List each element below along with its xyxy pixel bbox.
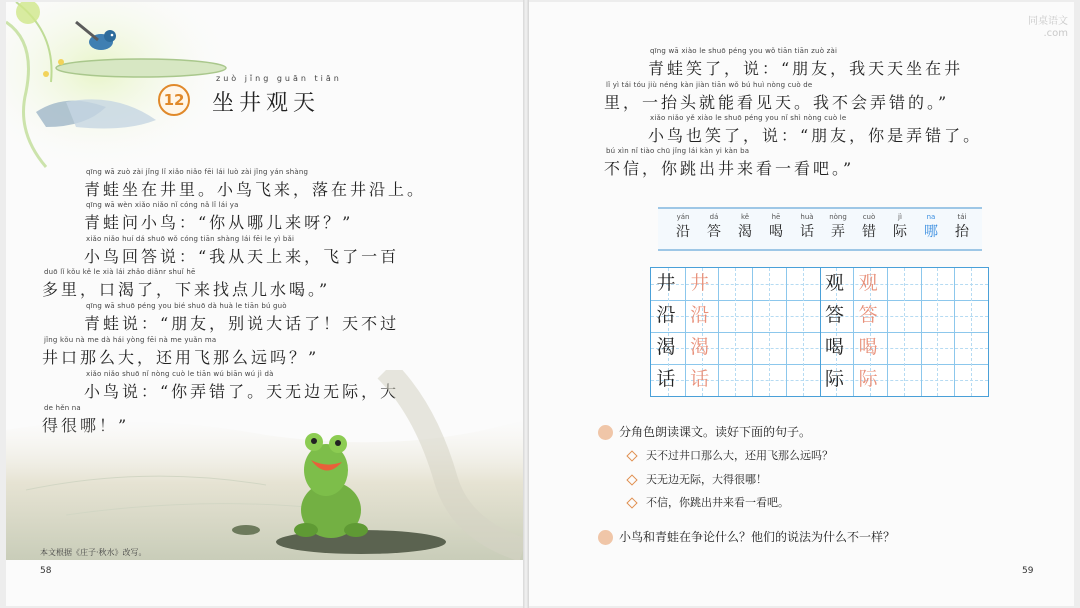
left-line-7-text: 小鸟说：“你弄错了。天无边无际，大	[84, 382, 400, 401]
grid-char-right-1: 观	[824, 272, 844, 294]
vocab-character: 喝	[769, 224, 783, 240]
footnote: 本文根据《庄子·秋水》改写。	[40, 548, 147, 557]
diamond-bullet-icon	[626, 450, 637, 461]
grid-trace-right-4: 际	[858, 368, 878, 390]
left-line-4-pinyin: duō lǐ kǒu kě le xià lái zhǎo diǎnr shuǐ hē	[44, 268, 196, 276]
vocab-word-2	[701, 209, 727, 241]
lesson-title: 坐井观天	[212, 91, 321, 116]
left-line-1-pinyin: qīng wā zuò zài jǐng lǐ xiǎo niǎo fēi lái luò zài jǐng yán shàng	[86, 168, 309, 176]
title-pinyin: zuò jǐng guān tiān	[216, 74, 342, 83]
right-line-2-text: 里，一抬头就能看见天。我不会弄错的。”	[604, 93, 950, 112]
grid-char-right-3: 喝	[824, 336, 844, 358]
vocab-character: 哪	[924, 224, 938, 240]
left-line-4-text: 多里，口渴了，下来找点儿水喝。”	[42, 280, 331, 299]
lesson-number-badge: 12	[158, 84, 190, 116]
vocab-character: 弄	[831, 224, 845, 240]
grid-trace-left-2: 沿	[690, 304, 710, 326]
grid-trace-right-3: 喝	[858, 336, 878, 358]
vocab-character: 沿	[676, 224, 690, 240]
vocab-character: 错	[862, 224, 876, 240]
vocab-character: 际	[893, 224, 907, 240]
vocab-pinyin: yán	[676, 213, 690, 221]
right-line-4-pinyin: bú xìn nǐ tiào chū jǐng lái kàn yi kàn ba	[606, 147, 750, 155]
vocab-pinyin: na	[926, 213, 936, 221]
exercise-1-item-1	[628, 447, 833, 463]
diamond-bullet-icon	[626, 474, 637, 485]
vocab-pinyin: tái	[957, 213, 967, 221]
right-line-4-text: 不信，你跳出井来看一看吧。”	[604, 159, 855, 178]
grid-trace-right-2: 答	[858, 304, 878, 326]
left-line-6-pinyin: jǐng kǒu nà me dà hái yòng fēi nà me yuǎn ma	[44, 336, 217, 344]
exercise-1-item-1-text: 天不过井口那么大，还用飞那么远吗？	[646, 449, 833, 462]
left-page-number: 58	[40, 566, 52, 576]
grid-trace-left-1: 井	[690, 272, 710, 294]
right-line-3-text: 小鸟也笑了，说：“朋友，你是弄错了。	[648, 126, 983, 145]
right-line-3-pinyin: xiǎo niǎo yě xiào le shuō péng you nǐ shì nòng cuò le	[650, 114, 847, 122]
exercise-1-item-3	[628, 494, 789, 510]
left-line-3-text: 小鸟回答说：“我从天上来，飞了一百	[84, 247, 400, 266]
vocab-character: 渴	[738, 224, 752, 240]
well-frog-illustration	[6, 370, 523, 560]
grid-trace-left-3: 渴	[690, 336, 710, 358]
vocab-word-4	[763, 209, 789, 241]
vocab-character: 答	[707, 224, 721, 240]
exercise-1-text: 分角色朗读课文。读好下面的句子。	[619, 425, 812, 439]
left-line-7-pinyin: xiǎo niǎo shuō nǐ nòng cuò le tiān wú biān wú jì dà	[86, 370, 274, 378]
diamond-bullet-icon	[626, 497, 637, 508]
grid-char-left-3: 渴	[656, 336, 676, 358]
left-line-8-pinyin: de hěn na	[44, 404, 81, 412]
left-line-5-pinyin: qīng wā shuō péng you bié shuō dà huà le tiān bú guò	[86, 302, 287, 310]
grid-char-left-2: 沿	[656, 304, 676, 326]
grid-char-right-2: 答	[824, 304, 844, 326]
exercise-1-marker-icon	[598, 425, 613, 440]
vocab-pinyin: kě	[740, 213, 750, 221]
exercise-2-marker-icon	[598, 530, 613, 545]
right-page-number: 59	[1022, 566, 1034, 576]
left-line-1-text: 青蛙坐在井里。小鸟飞来，落在井沿上。	[84, 180, 427, 199]
exercise-1-prompt	[598, 423, 811, 440]
vocab-word-7	[856, 209, 882, 241]
watermark-logo: 同桌语文 .com	[1028, 16, 1068, 39]
exercise-1-item-2-text: 天无边无际，大得很哪！	[646, 473, 767, 486]
vocab-pinyin: huà	[800, 213, 814, 221]
vocab-word-5	[794, 209, 820, 241]
right-line-1-text: 青蛙笑了，说：“朋友，我天天坐在井	[648, 59, 964, 78]
grid-trace-left-4: 话	[690, 368, 710, 390]
grid-char-right-4: 际	[824, 368, 844, 390]
vocab-pinyin: nòng	[829, 213, 847, 221]
vocab-word-1	[670, 209, 696, 241]
vocab-pinyin: dá	[709, 213, 719, 221]
exercise-2-prompt	[598, 528, 895, 545]
right-line-2-pinyin: lǐ yì tái tóu jiù néng kàn jiàn tiān wǒ bú huì nòng cuò de	[606, 81, 813, 89]
grid-char-left-1: 井	[656, 272, 676, 294]
left-line-3-pinyin: xiǎo niǎo huí dá shuō wǒ cóng tiān shàng lái fēi le yì bǎi	[86, 235, 295, 243]
grid-trace-right-1: 观	[858, 272, 878, 294]
vocab-character: 抬	[955, 224, 969, 240]
vocab-word-9	[918, 209, 944, 241]
vocab-word-10	[949, 209, 975, 241]
vocab-word-6	[825, 209, 851, 241]
right-line-1-pinyin: qīng wā xiào le shuō péng you wǒ tiān tiān zuò zài	[650, 47, 838, 55]
left-line-2-text: 青蛙问小鸟：“你从哪儿来呀？”	[84, 213, 354, 232]
left-line-6-text: 井口那么大，还用飞那么远吗？”	[42, 348, 320, 367]
exercise-1-item-3-text: 不信，你跳出井来看一看吧。	[646, 496, 789, 509]
left-line-5-text: 青蛙说：“朋友，别说大话了！天不过	[84, 314, 400, 333]
vocab-word-8	[887, 209, 913, 241]
title-illustration	[6, 2, 236, 172]
vocab-word-3	[732, 209, 758, 241]
grid-char-left-4: 话	[656, 368, 676, 390]
vocab-pinyin: jì	[898, 213, 902, 221]
vocab-pinyin: cuò	[862, 213, 876, 221]
exercise-1-item-2	[628, 471, 767, 487]
vocab-character: 话	[800, 224, 814, 240]
exercise-2-text: 小鸟和青蛙在争论什么？他们的说法为什么不一样？	[619, 530, 896, 544]
left-line-2-pinyin: qīng wā wèn xiǎo niǎo nǐ cóng nǎ lǐ lái ya	[86, 201, 239, 209]
vocab-pinyin: hē	[771, 213, 781, 221]
